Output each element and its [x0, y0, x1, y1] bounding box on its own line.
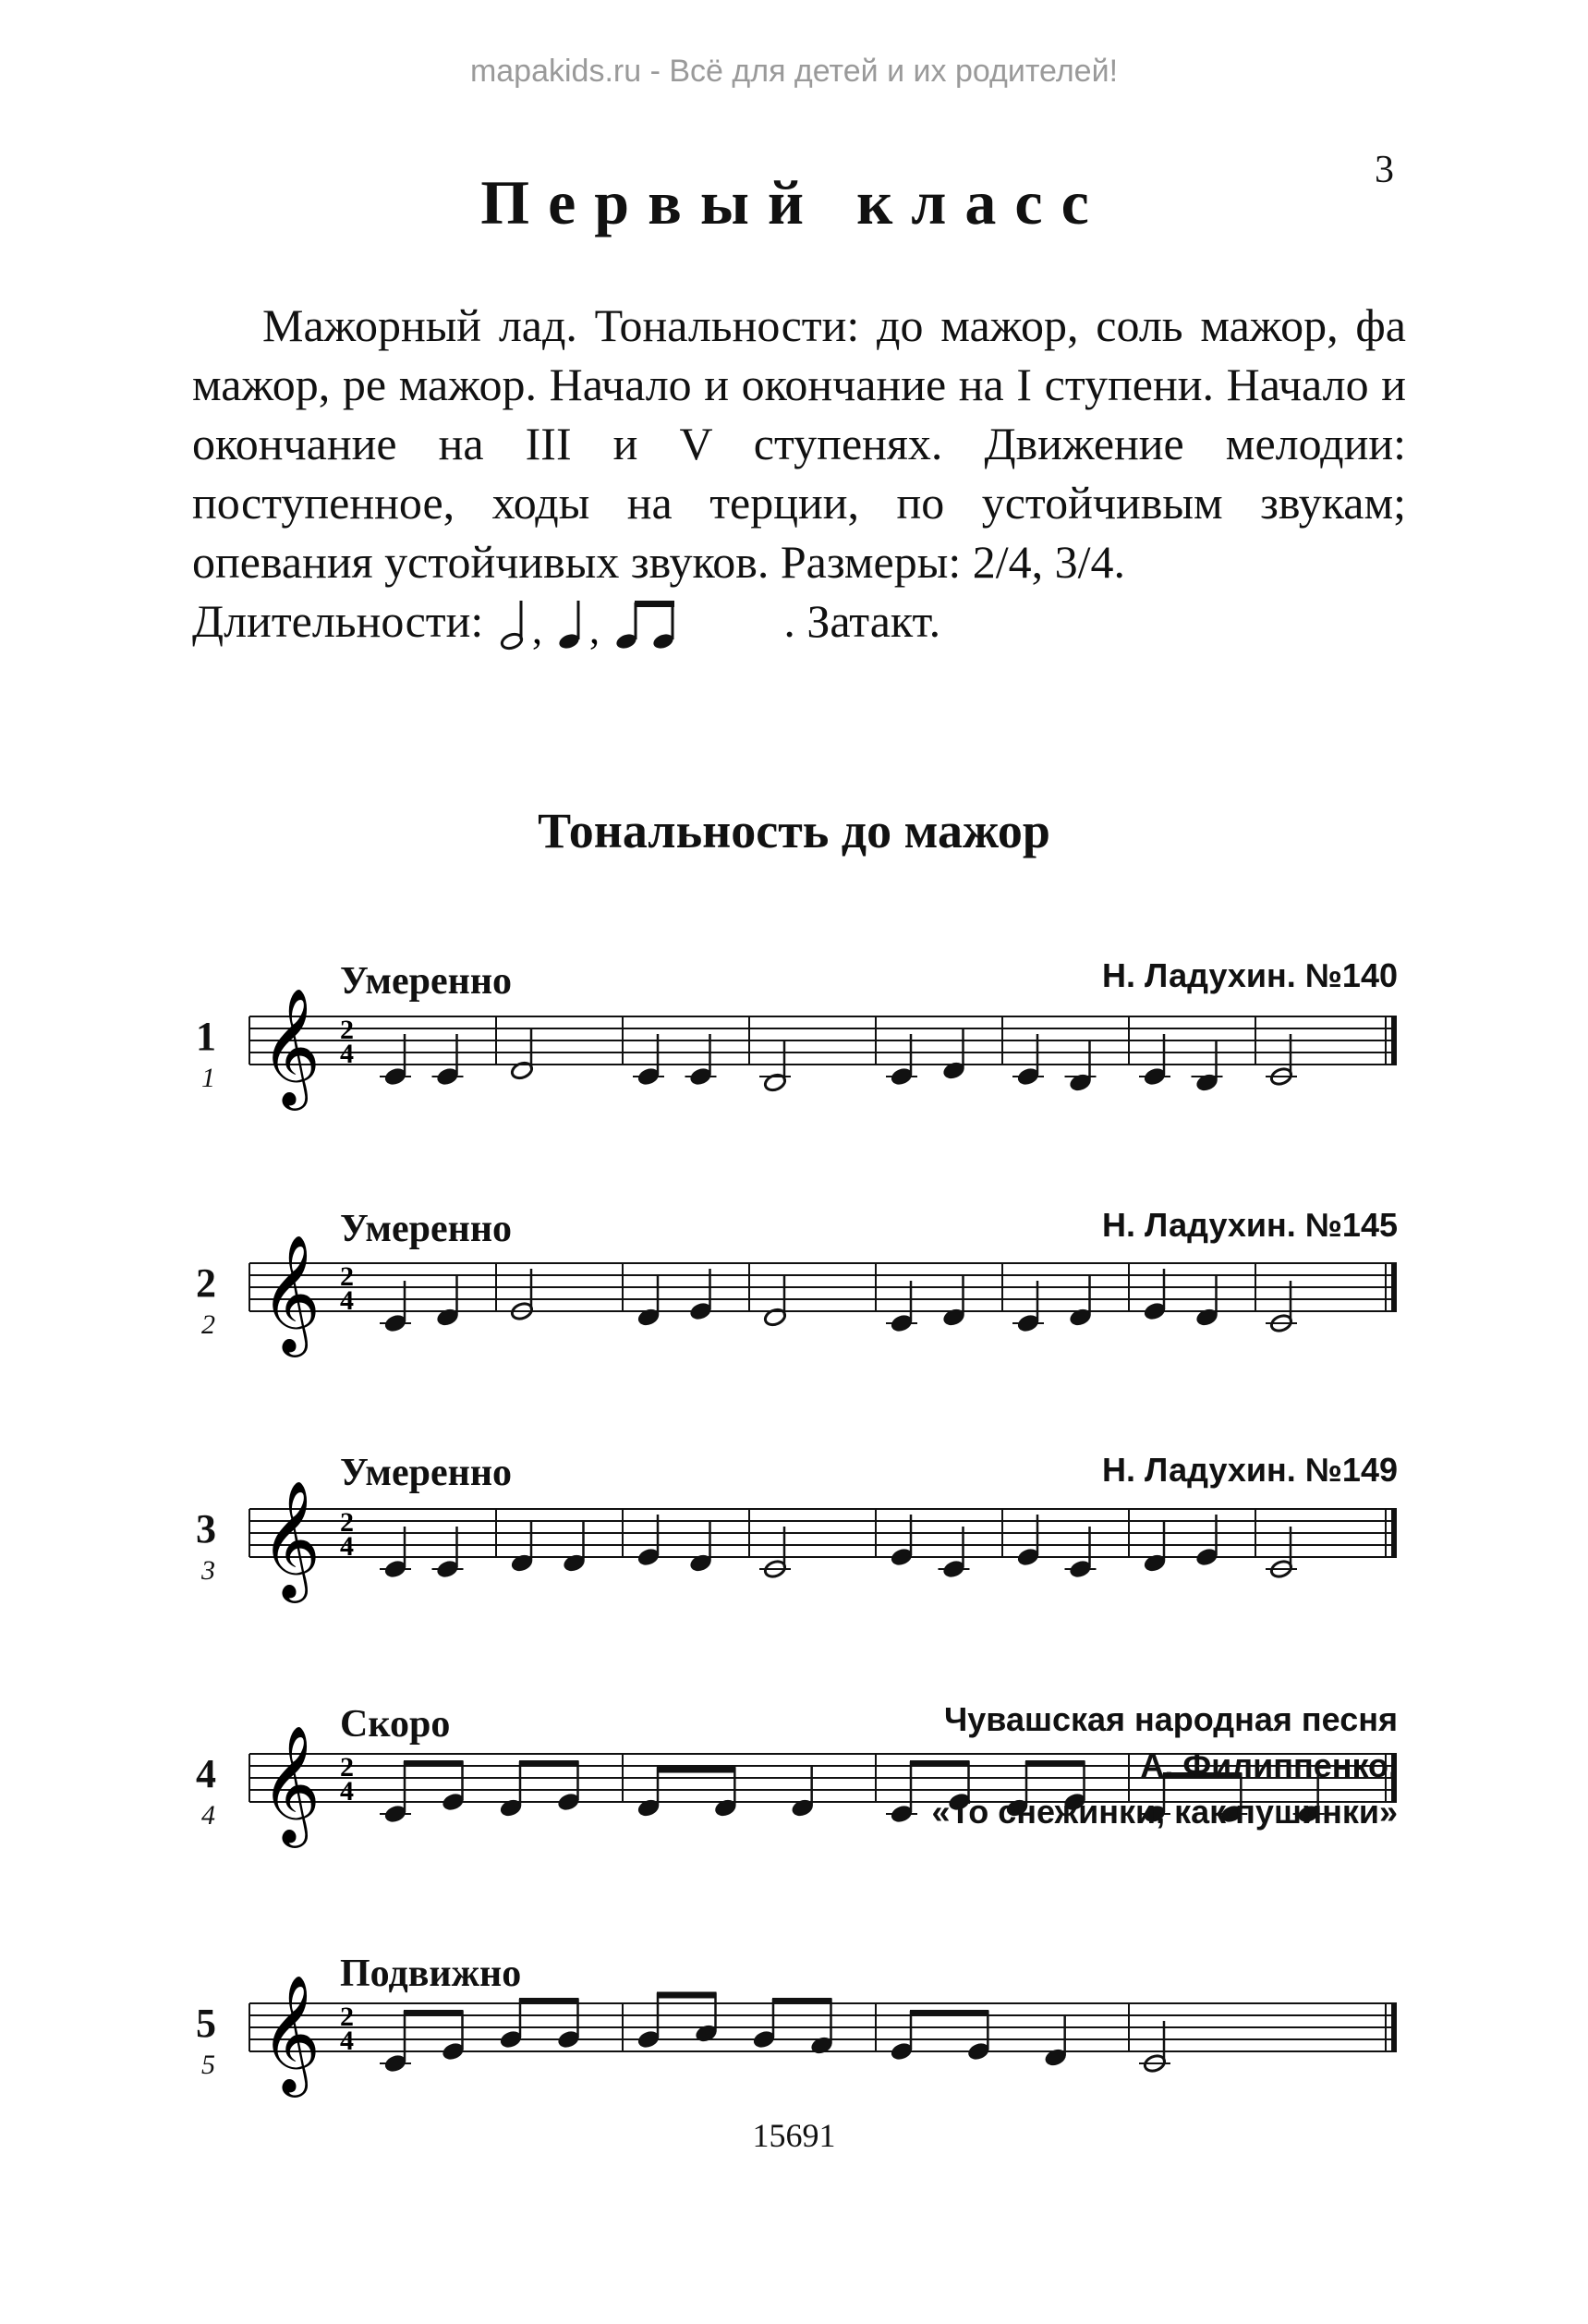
note-beam — [519, 1760, 579, 1767]
composer-credit: «То снежинки, как пушинки» — [931, 1793, 1398, 1831]
time-signature-top: 2 — [340, 1261, 354, 1292]
time-signature-bottom: 4 — [340, 1531, 354, 1562]
durations-label: Длительности: — [192, 595, 484, 647]
intro-text: Мажорный лад. Тональности: до мажор, соль мажор, фа мажор, ре мажор. Начало и окончание на I ступени. Начало и окончание на III и V ступенях. Движение мелодии: поступенное, ходы на терции, по устойчивым звукам; опевания устойчивых звуков. Размеры: 2/4, 3/4. — [192, 299, 1406, 588]
exercise-number: 3 — [196, 1506, 216, 1551]
final-bar-thick — [1391, 1016, 1397, 1065]
durations-tail: . Затакт. — [783, 595, 941, 647]
note-beam — [519, 1998, 579, 2004]
note-beam — [1025, 1760, 1085, 1767]
exercise-number: 1 — [196, 1014, 216, 1059]
treble-clef-icon: 𝄞 — [261, 987, 321, 1105]
note-beam — [657, 1767, 735, 1773]
note-beam — [404, 1760, 464, 1767]
music-staff — [249, 961, 1413, 1164]
watermark: mapakids.ru - Всё для детей и их родителей! — [469, 54, 1119, 89]
note-beam — [910, 1760, 970, 1767]
treble-clef-icon: 𝄞 — [261, 1479, 321, 1598]
composer-credit: Чувашская народная песня — [943, 1700, 1398, 1738]
tempo-marking: Умеренно — [340, 1208, 513, 1250]
treble-clef-icon: 𝄞 — [261, 1724, 321, 1843]
note-beam — [772, 1998, 832, 2004]
music-staff — [249, 1454, 1413, 1657]
composer-credit: Н. Ладухин. №149 — [1101, 1451, 1398, 1489]
exercise-subnumber: 4 — [201, 1800, 215, 1831]
exercise-subnumber: 5 — [201, 2050, 215, 2080]
music-staff — [249, 1208, 1413, 1411]
note-beam — [910, 2010, 988, 2016]
tempo-marking: Умеренно — [340, 960, 513, 1003]
tempo-marking: Подвижно — [340, 1953, 522, 1995]
time-signature-top: 2 — [340, 2002, 354, 2032]
page-number: 3 — [1375, 149, 1394, 191]
final-bar-thick — [1391, 2003, 1397, 2051]
time-signature-top: 2 — [340, 1752, 354, 1783]
svg-text:,: , — [531, 606, 542, 652]
exercise-subnumber: 3 — [201, 1555, 215, 1586]
page-title: Первый класс — [480, 167, 1108, 237]
tempo-marking: Умеренно — [340, 1452, 513, 1494]
exercise-number: 4 — [196, 1751, 216, 1796]
exercise-subnumber: 2 — [201, 1309, 215, 1340]
svg-text:,: , — [588, 606, 600, 652]
final-bar-thick — [1391, 1263, 1397, 1311]
note-beam — [404, 2010, 464, 2016]
durations-line — [192, 591, 1406, 656]
exercise-number: 5 — [196, 2001, 216, 2046]
final-bar-thick — [1391, 1509, 1397, 1557]
time-signature-top: 2 — [340, 1507, 354, 1538]
time-signature-bottom: 4 — [340, 1039, 354, 1069]
composer-credit: А. Филиппенко. — [1140, 1746, 1398, 1784]
time-signature-top: 2 — [340, 1015, 354, 1045]
treble-clef-icon: 𝄞 — [261, 1974, 321, 2092]
note-durations-icon — [495, 597, 772, 656]
section-title: Тональность до мажор — [538, 803, 1050, 858]
composer-credit: Н. Ладухин. №145 — [1101, 1206, 1398, 1244]
tempo-marking: Скоро — [340, 1703, 451, 1746]
time-signature-bottom: 4 — [340, 1776, 354, 1807]
intro-paragraph — [192, 296, 1406, 656]
treble-clef-icon: 𝄞 — [261, 1234, 321, 1352]
composer-credit: Н. Ладухин. №140 — [1101, 956, 1398, 994]
footer-code: 15691 — [752, 2117, 836, 2154]
exercise-number: 2 — [196, 1260, 216, 1306]
exercise-subnumber: 1 — [201, 1063, 215, 1093]
note-beam — [657, 1992, 717, 1999]
time-signature-bottom: 4 — [340, 2026, 354, 2056]
time-signature-bottom: 4 — [340, 1285, 354, 1316]
